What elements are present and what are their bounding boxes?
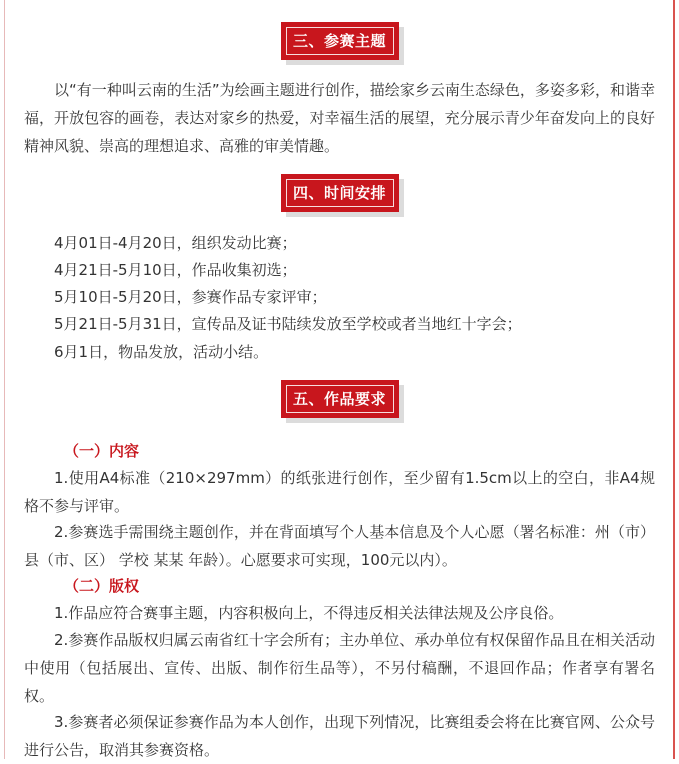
content-item-1: 1.使用A4标准（210×297mm）的纸张进行创作，至少留有1.5cm以上的空白，非A4规格不参与评审。 (24, 469, 655, 515)
schedule-item: 4月21日-5月10日，作品收集初选； (54, 261, 297, 279)
section-4-title: 四、时间安排 (281, 174, 399, 212)
schedule-item: 4月01日-4月20日，组织发动比赛； (54, 234, 297, 252)
theme-paragraph: 以“有一种叫云南的生活”为绘画主题进行创作，描绘家乡云南生态绿色，多姿多彩，和谐幸福，开放包容的画卷，表达对家乡的热爱，对幸福生活的展望，充分展示青少年奋发向上的良好精神风貌、崇高的理想追求、高雅的审美情趣。 (24, 81, 655, 155)
copyright-subheading: （二）版权 (64, 577, 140, 595)
section-4-header (24, 174, 655, 218)
schedule-item: 6月1日，物品发放，活动小结。 (54, 343, 269, 361)
content-item-2: 2.参赛选手需围绕主题创作，并在背面填写个人基本信息及个人心愿（署名标准：州（市） 县（市、区） 学校 某某 年龄）。心愿要求可实现，100元以内）。 (24, 523, 655, 569)
section-5-header (24, 380, 655, 424)
schedule-item: 5月10日-5月20日，参赛作品专家评审； (54, 288, 327, 306)
section-3-header (24, 22, 655, 66)
copyright-item-1: 1.作品应符合赛事主题，内容积极向上，不得违反相关法律法规及公序良俗。 (54, 604, 564, 622)
section-5-title: 五、作品要求 (281, 380, 399, 418)
schedule-item: 5月21日-5月31日，宣传品及证书陆续发放至学校或者当地红十字会； (54, 315, 522, 333)
copyright-item-3: 3.参赛者必须保证参赛作品为本人创作，出现下列情况，比赛组委会将在比赛官网、公众号进行公告，取消其参赛资格。 (24, 713, 655, 759)
content-subheading: （一）内容 (64, 442, 140, 460)
copyright-item-2: 2.参赛作品版权归属云南省红十字会所有；主办单位、承办单位有权保留作品且在相关活动中使用（包括展出、宣传、出版、制作衍生品等），不另付稿酬，不退回作品；作者享有署名权。 (24, 631, 655, 705)
section-3-title: 三、参赛主题 (281, 22, 399, 60)
left-border (4, 0, 5, 759)
right-border (673, 0, 675, 759)
